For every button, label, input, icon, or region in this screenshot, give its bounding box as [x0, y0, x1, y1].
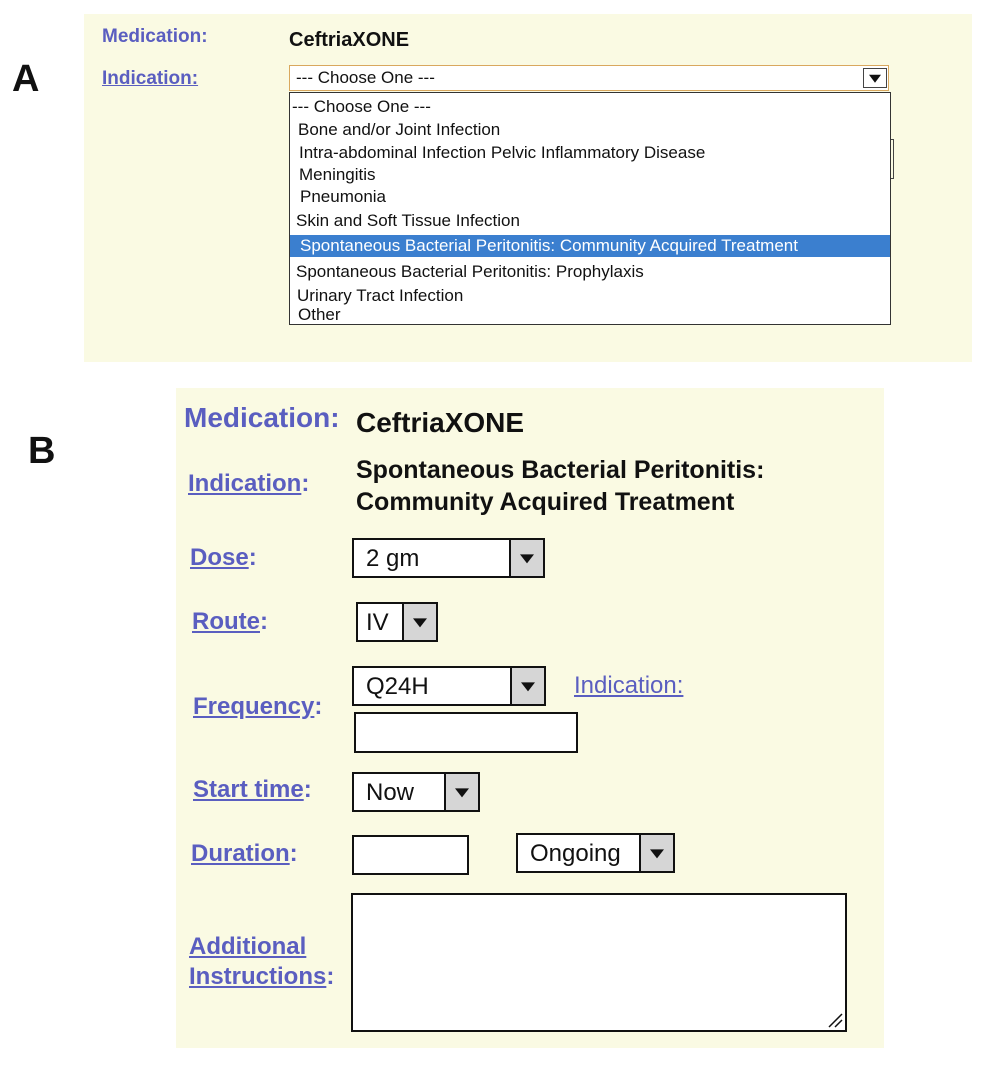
duration-link[interactable] — [191, 840, 298, 868]
start-time-link[interactable] — [193, 776, 312, 804]
medication-label-b: Medication: — [184, 402, 340, 433]
dropdown-arrow-icon[interactable] — [509, 540, 543, 576]
medication-value: CeftriaXONE — [289, 29, 410, 51]
indication-link-b[interactable] — [188, 470, 309, 498]
duration-unit-select-value: Ongoing — [530, 840, 621, 867]
panel-a-letter: A — [12, 58, 40, 100]
start-time-select-value: Now — [366, 779, 415, 806]
medication-value-b: CeftriaXONE — [356, 407, 525, 438]
additional-label-line1[interactable]: Additional — [189, 933, 307, 960]
duration-input[interactable] — [352, 835, 469, 875]
indication-colon: : — [301, 470, 310, 497]
start-time-select[interactable] — [352, 772, 480, 812]
route-colon: : — [260, 608, 268, 635]
indication-options-list[interactable] — [289, 92, 891, 325]
indication-link[interactable]: Indication: — [102, 68, 199, 89]
route-link[interactable] — [192, 608, 268, 636]
dropdown-arrow-icon[interactable] — [444, 774, 478, 810]
duration-link-text[interactable]: Duration — [191, 840, 290, 867]
frequency-select-value: Q24H — [366, 673, 429, 700]
option-intra-abdominal[interactable]: Intra-abdominal Infection Pelvic Inflammatory Disease — [299, 143, 706, 162]
option-uti[interactable]: Urinary Tract Infection — [297, 286, 464, 305]
dropdown-arrow-icon[interactable] — [863, 68, 887, 88]
dose-link-text[interactable]: Dose — [190, 544, 249, 571]
indication-link-b-text[interactable]: Indication — [188, 470, 302, 497]
dose-link[interactable] — [190, 544, 257, 572]
dose-colon: : — [248, 544, 257, 571]
additional-label-line2[interactable]: Instructions — [189, 963, 327, 990]
indication-value-line2: Community Acquired Treatment — [356, 488, 735, 516]
additional-instructions-link[interactable] — [189, 933, 334, 991]
panel-a — [84, 14, 972, 362]
additional-colon: : — [326, 963, 335, 990]
frequency-link[interactable] — [193, 693, 322, 721]
indication-select-value: --- Choose One --- — [296, 68, 435, 87]
frequency-link-text[interactable]: Frequency — [193, 693, 315, 720]
start-time-link-text[interactable]: Start time — [193, 776, 304, 803]
resize-grip-icon[interactable] — [827, 1012, 843, 1028]
option-pneumonia[interactable]: Pneumonia — [300, 187, 387, 206]
indication-select[interactable] — [289, 65, 889, 91]
route-select-value: IV — [366, 609, 389, 636]
panel-b-letter: B — [28, 430, 56, 472]
option-skin-soft-tissue[interactable]: Skin and Soft Tissue Infection — [296, 211, 520, 230]
route-select[interactable] — [356, 602, 438, 642]
option-choose-one[interactable]: --- Choose One --- — [292, 97, 431, 116]
dose-select[interactable] — [352, 538, 545, 578]
dropdown-arrow-icon[interactable] — [402, 604, 436, 640]
option-sbp-community-selected[interactable]: Spontaneous Bacterial Peritonitis: Community Acquired Treatment — [290, 235, 890, 257]
dose-select-value: 2 gm — [366, 545, 420, 572]
option-other[interactable]: Other — [298, 305, 341, 324]
frequency-indication-input[interactable] — [354, 712, 578, 753]
dropdown-arrow-icon[interactable] — [510, 668, 544, 704]
additional-instructions-textarea[interactable] — [351, 893, 847, 1032]
duration-colon: : — [289, 840, 298, 867]
panel-b — [176, 388, 884, 1048]
route-link-text[interactable]: Route — [192, 608, 260, 635]
option-meningitis[interactable]: Meningitis — [299, 165, 376, 184]
option-bone-joint[interactable]: Bone and/or Joint Infection — [298, 120, 501, 139]
medication-label: Medication: — [102, 26, 208, 47]
additional-label-line2-wrap[interactable] — [189, 963, 334, 991]
frequency-indication-link[interactable]: Indication: — [574, 672, 684, 699]
dropdown-arrow-icon[interactable] — [639, 835, 673, 871]
frequency-select[interactable] — [352, 666, 546, 706]
option-sbp-prophylaxis[interactable]: Spontaneous Bacterial Peritonitis: Prophylaxis — [296, 262, 644, 281]
frequency-colon: : — [314, 693, 323, 720]
start-time-colon: : — [303, 776, 312, 803]
indication-value-line1: Spontaneous Bacterial Peritonitis: — [356, 456, 765, 484]
duration-unit-select[interactable] — [516, 833, 675, 873]
